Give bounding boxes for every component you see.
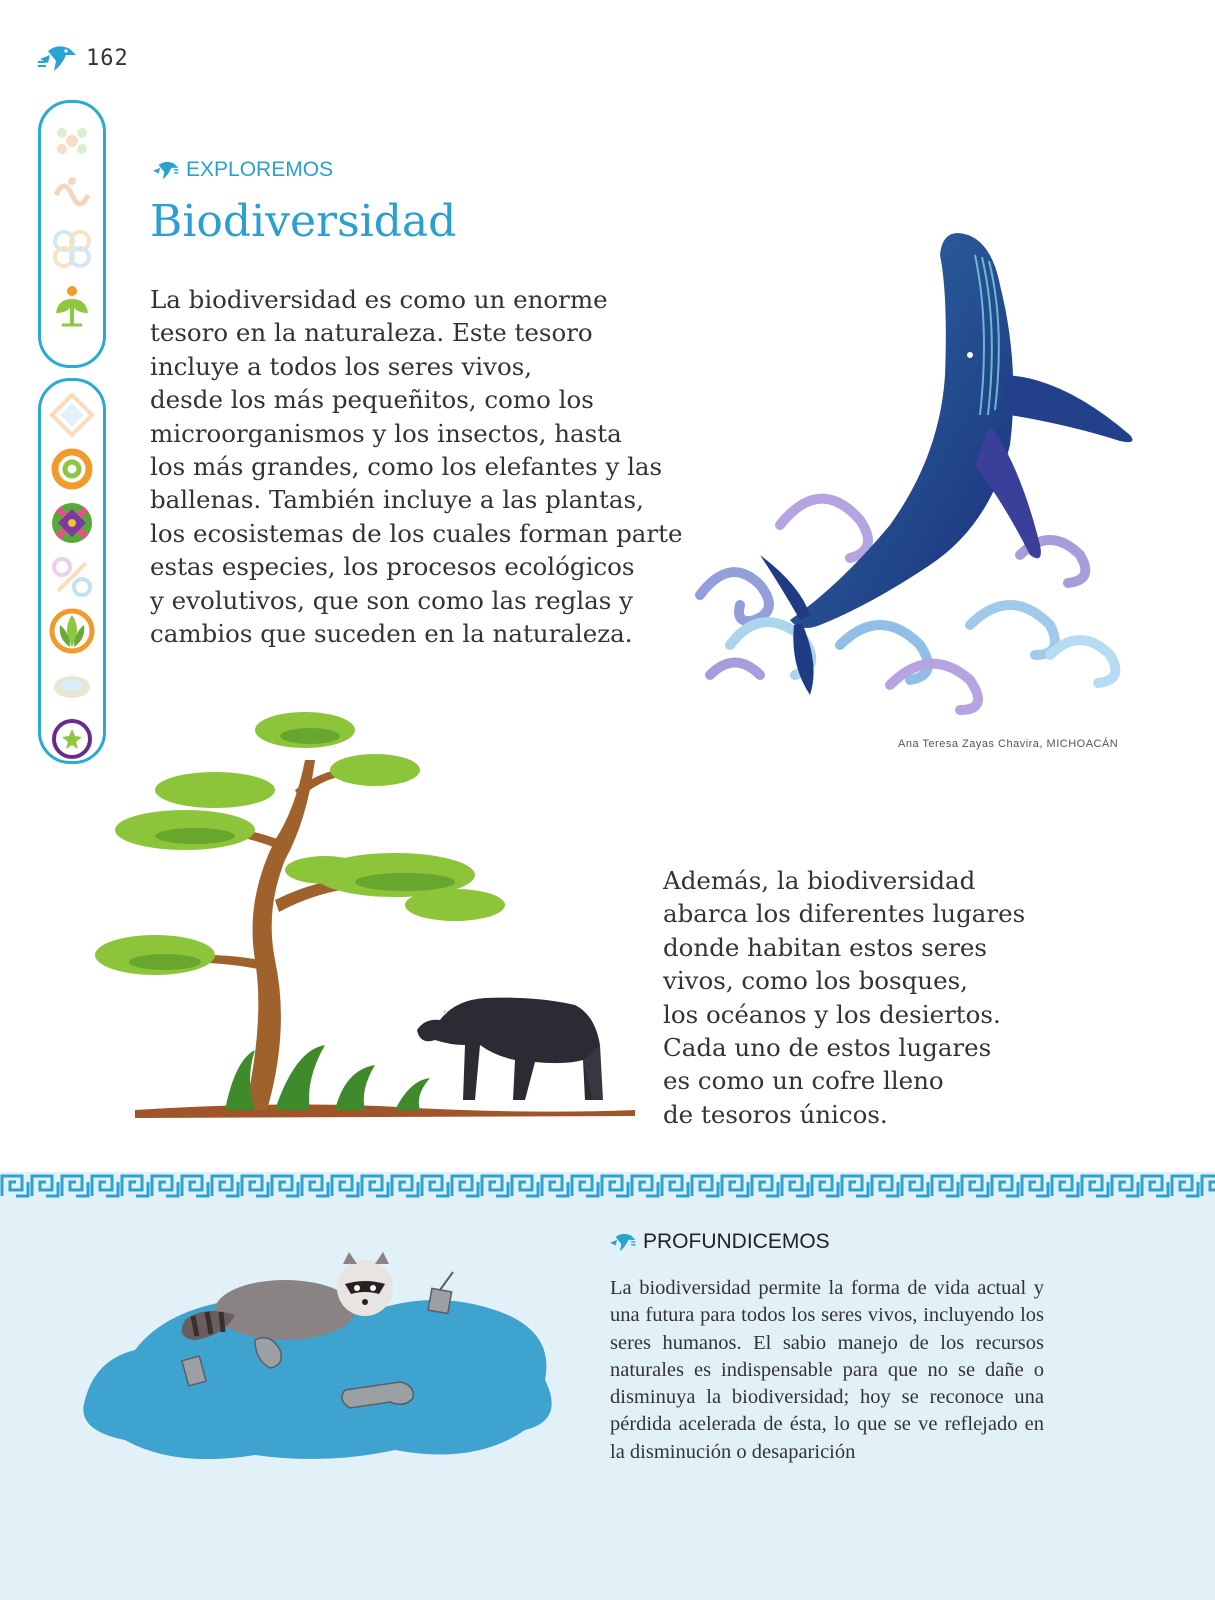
- woven-square-icon: [48, 499, 96, 547]
- humpback-whale-illustration: [690, 225, 1170, 715]
- tapir-illustration: [417, 998, 603, 1100]
- section-label-exploremos: [150, 158, 333, 182]
- faded-swirl-icon: [48, 171, 96, 219]
- lotus-icon: [48, 607, 96, 655]
- sidebar-stage-pill: [38, 100, 106, 368]
- faded-percent-icon: [48, 553, 96, 601]
- page-header: [36, 40, 129, 76]
- illustration-credit: Ana Teresa Zayas Chavira, MICHOACÁN: [898, 738, 1119, 750]
- faded-compass-icon: [48, 391, 96, 439]
- tree-illustration: [95, 712, 505, 1110]
- faded-flower-icon: [48, 117, 96, 165]
- sprout-person-icon: [48, 283, 96, 331]
- page-number: 162: [86, 45, 129, 71]
- bird-glyph-icon: [607, 1230, 637, 1254]
- profundicemos-paragraph: La biodiversidad permite la forma de vida actual y una futura para todos los seres vivos, incluyendo los seres humanos. El sabio manejo de los recursos naturales es indispensable para que no se dañe o disminuya la biodiversidad; hoy se reconoce una pérdida acelerada de ésta, lo que se ve reflejado en la disminución o desaparición: [610, 1277, 1044, 1463]
- section-label-profundicemos: [607, 1230, 830, 1254]
- bird-glyph-icon: [36, 41, 78, 75]
- section-label-text: PROFUNDICEMOS: [643, 1230, 830, 1253]
- splash-circle-icon: [48, 715, 96, 763]
- habitats-paragraph: Además, la biodiversidad abarca los diferentes lugares donde habitan estos seres vivos, como los bosques, los océanos y los desiertos. Cada uno de estos lugares es como un cofre lleno de tesoros únicos.: [663, 866, 1026, 1129]
- raccoon-in-polluted-water-illustration: [75, 1250, 565, 1470]
- bird-glyph-icon: [150, 158, 180, 182]
- orange-spiral-icon: [48, 445, 96, 493]
- tree-and-tapir-illustration: [95, 700, 655, 1140]
- greca-border: [0, 1172, 1215, 1200]
- intro-paragraph: La biodiversidad es como un enorme tesoro en la naturaleza. Este tesoro incluye a todos los seres vivos, desde los más pequeñitos, como los microorganismos y los insectos, hasta los más grandes, como los elefantes y las ballenas. También incluye a las plantas, los ecosistemas de los cuales forman parte estas especies, los procesos ecológicos y evolutivos, que son como las reglas y cambios que suceden en la naturaleza.: [150, 285, 683, 649]
- section-label-text: EXPLOREMOS: [186, 158, 334, 181]
- page-title: Biodiversidad: [150, 196, 457, 247]
- faded-knot-icon: [48, 225, 96, 273]
- faded-turtle-icon: [48, 661, 96, 709]
